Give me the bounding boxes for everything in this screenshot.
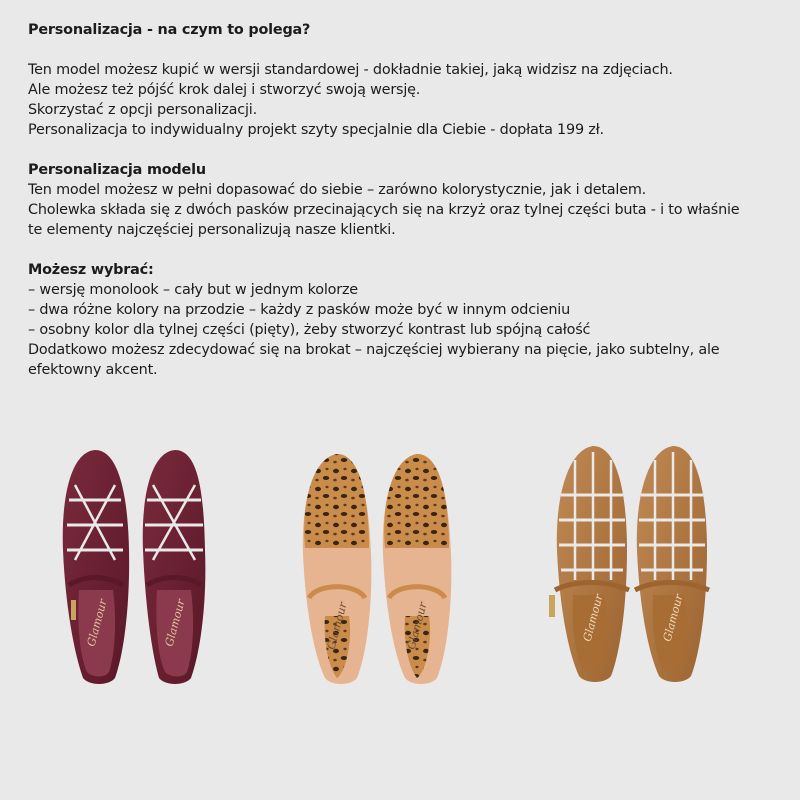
section1-heading: Personalizacja - na czym to polega?: [28, 22, 311, 38]
left-shoe: [63, 450, 129, 684]
section3-heading: Możesz wybrać:: [28, 262, 154, 278]
section3-line: efektowny akcent.: [28, 362, 158, 378]
section2-line: te elementy najczęściej personalizują nasze klientki.: [28, 222, 396, 238]
left-shoe: [303, 454, 372, 684]
left-shoe: [549, 446, 629, 682]
svg-text:Glamour: Glamour: [324, 600, 350, 651]
section1-line: Skorzystać z opcji personalizacji.: [28, 102, 257, 118]
section3-line: – dwa różne kolory na przodzie – każdy z pasków może być w innym odcieniu: [28, 302, 571, 318]
shoe-image-burgundy: [55, 440, 215, 690]
svg-text:Glamour: Glamour: [404, 600, 430, 651]
svg-text:Glamour: Glamour: [580, 592, 606, 643]
section1-line: Ten model możesz kupić w wersji standardowej - dokładnie takiej, jaką widzisz na zdjęciach.: [28, 62, 673, 78]
right-shoe: [143, 450, 206, 684]
section3-line: – wersję monolook – cały but w jednym kolorze: [28, 282, 358, 298]
section1-line: Ale możesz też pójść krok dalej i stworzyć swoją wersję.: [28, 82, 421, 98]
svg-text:Glamour: Glamour: [162, 597, 188, 648]
svg-text:Glamour: Glamour: [84, 597, 110, 648]
description-text: [28, 20, 778, 380]
section3-line: Dodatkowo możesz zdecydować się na brokat – najczęściej wybierany na pięcie, jako subtelny, ale: [28, 342, 720, 358]
section3-line: – osobny kolor dla tylnej części (pięty), żeby stworzyć kontrast lub spójną całość: [28, 322, 591, 338]
section1-line: Personalizacja to indywidualny projekt szyty specjalnie dla Ciebie - dopłata 199 zł.: [28, 122, 604, 138]
shoe-image-tan: [545, 440, 715, 688]
right-shoe: [635, 446, 709, 682]
section2-line: Cholewka składa się z dwóch pasków przecinających się na krzyż oraz tylnej części buta - i to właśnie: [28, 202, 740, 218]
tan-sandals-illustration: [545, 440, 715, 688]
burgundy-sandals-illustration: [55, 440, 215, 690]
shoe-image-leopard: [295, 448, 460, 688]
section2-line: Ten model możesz w pełni dopasować do siebie – zarówno kolorystycznie, jak i detalem.: [28, 182, 647, 198]
svg-text:Glamour: Glamour: [660, 592, 686, 643]
section2-heading: Personalizacja modelu: [28, 162, 206, 178]
right-shoe: [383, 454, 452, 684]
leopard-sandals-illustration: [295, 448, 460, 688]
